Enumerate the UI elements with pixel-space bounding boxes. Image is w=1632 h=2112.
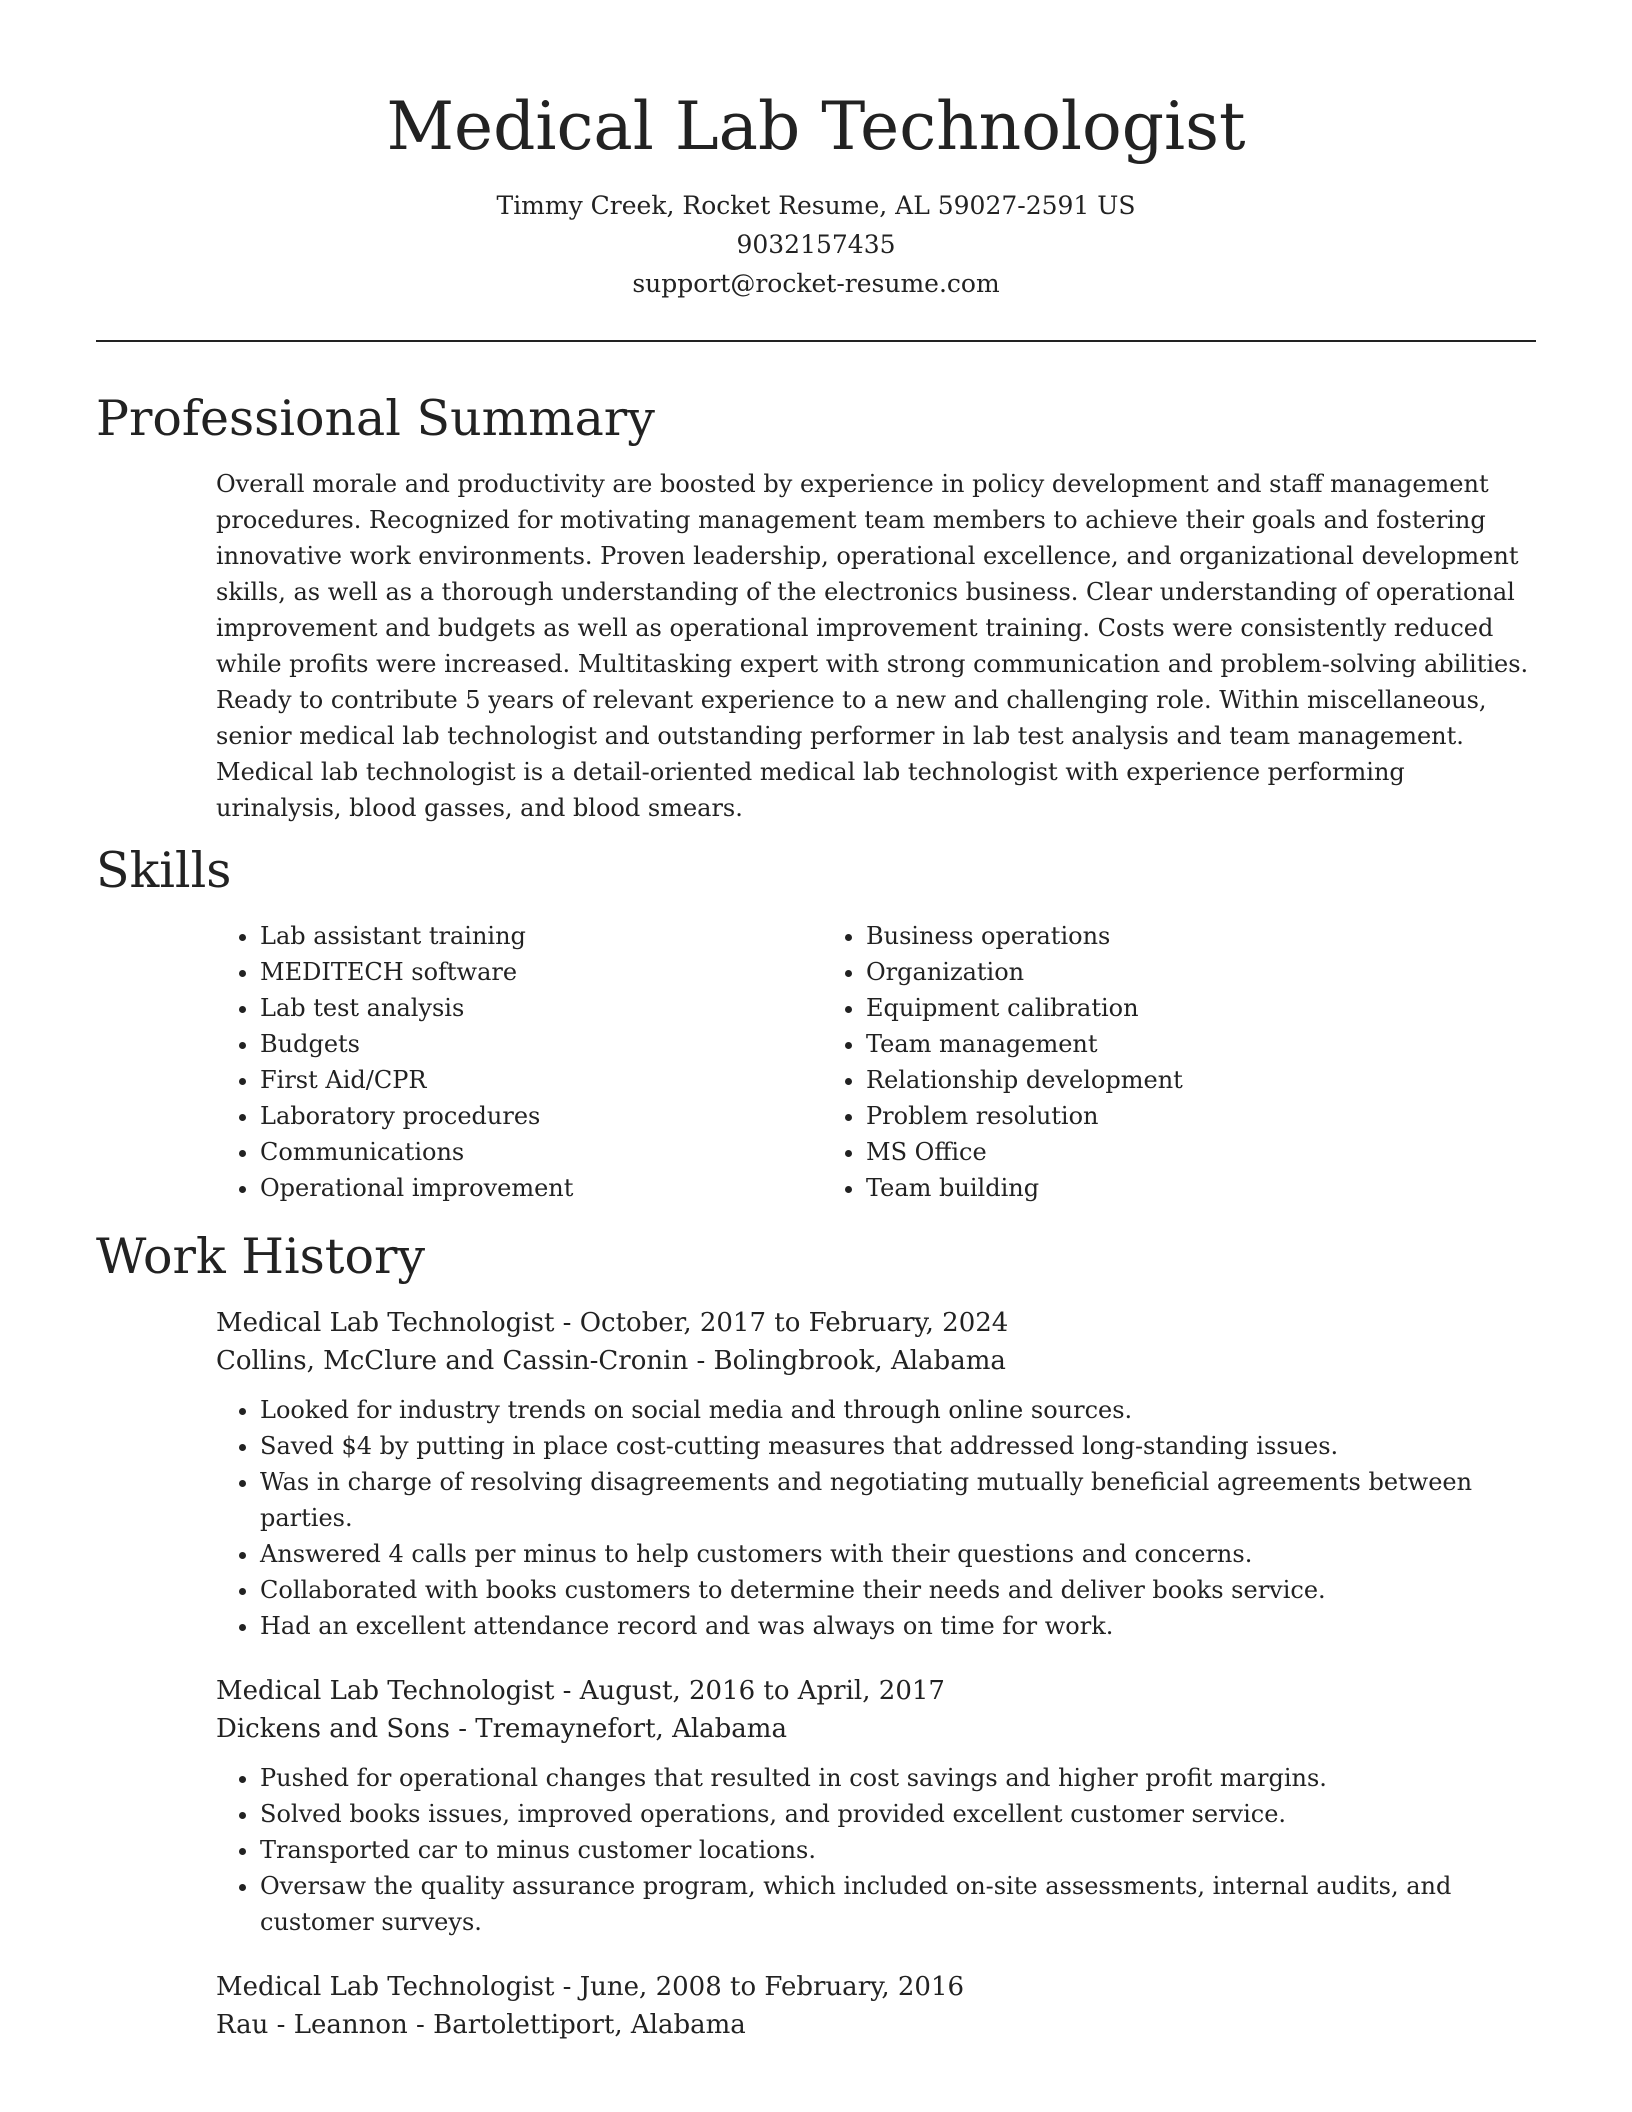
job-company: Collins, McClure and Cassin-Cronin — [216, 1346, 689, 1376]
list-item: • Team building — [866, 1170, 1428, 1206]
phone: 9032157435 — [736, 230, 896, 259]
list-item: • Operational improvement — [260, 1170, 822, 1206]
job-bullets — [216, 1760, 1536, 1940]
list-item: • Was in charge of resolving disagreements and negotiating mutually beneficial agreements between parties. — [260, 1464, 1536, 1536]
list-item: • Pushed for operational changes that resulted in cost savings and higher profit margins. — [260, 1760, 1536, 1796]
list-item: • Looked for industry trends on social media and through online sources. — [260, 1392, 1536, 1428]
job-entry — [216, 1672, 1536, 1940]
list-item: • Solved books issues, improved operations, and provided excellent customer service. — [260, 1796, 1536, 1832]
list-item: • Collaborated with books customers to determine their needs and deliver books service. — [260, 1572, 1536, 1608]
list-item: • Relationship development — [866, 1062, 1428, 1098]
job-dates: - August, 2016 to April, 2017 — [554, 1676, 945, 1706]
job-dates: - October, 2017 to February, 2024 — [554, 1308, 1009, 1338]
job-company-line — [216, 1342, 1536, 1380]
job-location: - Tremaynefort, Alabama — [449, 1714, 787, 1744]
job-company-line — [216, 2006, 1536, 2044]
job-role: Medical Lab Technologist — [216, 1308, 555, 1338]
list-item: • Team management — [866, 1026, 1428, 1062]
work-history-heading: Work History — [96, 1228, 426, 1285]
job-title-line — [216, 1968, 1536, 2006]
job-company: Rau - Leannon — [216, 2010, 408, 2040]
list-item: • Budgets — [260, 1026, 822, 1062]
list-item: • MS Office — [866, 1134, 1428, 1170]
job-bullets — [216, 1392, 1536, 1644]
job-title-line — [216, 1672, 1536, 1710]
job-role: Medical Lab Technologist — [216, 1676, 555, 1706]
list-item: • First Aid/CPR — [260, 1062, 822, 1098]
list-item: • Saved $4 by putting in place cost-cutting measures that addressed long-standing issues. — [260, 1428, 1536, 1464]
list-item: • Equipment calibration — [866, 990, 1428, 1026]
job-company-line — [216, 1710, 1536, 1748]
job-entry — [216, 1968, 1536, 2044]
skills-list — [216, 918, 1536, 1206]
job-dates: - June, 2008 to February, 2016 — [554, 1972, 965, 2002]
list-item: • Communications — [260, 1134, 822, 1170]
list-item: • MEDITECH software — [260, 954, 822, 990]
summary-heading: Professional Summary — [96, 390, 655, 447]
skills-heading: Skills — [96, 842, 232, 899]
job-title-line — [216, 1304, 1536, 1342]
contact-block — [96, 186, 1536, 303]
summary-text: Overall morale and productivity are boosted by experience in policy development and staff management procedures. Recognized for motivating management team members to achieve their goals and fostering innovative work environments. Proven leadership, operational excellence, and organizational development skills, as well as a thorough understanding of the electronics business. Clear understanding of operational improvement and budgets as well as operational improvement training. Costs were consistently reduced while profits were increased. Multitasking expert with strong communication and problem-solving abilities. Ready to contribute 5 years of relevant experience to a new and challenging role. Within miscellaneous, senior medical lab technologist and outstanding performer in lab test analysis and team management. Medical lab technologist is a detail-oriented medical lab technologist with experience performing urinalysis, blood gasses, and blood smears. — [216, 470, 1529, 822]
header-divider — [96, 340, 1536, 342]
skills-column-left — [216, 918, 822, 1206]
job-company: Dickens and Sons — [216, 1714, 450, 1744]
list-item: • Lab test analysis — [260, 990, 822, 1026]
list-item: • Had an excellent attendance record and was always on time for work. — [260, 1608, 1536, 1644]
list-item: • Problem resolution — [866, 1098, 1428, 1134]
email: support@rocket-resume.com — [632, 269, 1000, 298]
job-location: - Bolingbrook, Alabama — [688, 1346, 1006, 1376]
resume-header — [96, 0, 1536, 303]
list-item: • Organization — [866, 954, 1428, 990]
list-item: • Lab assistant training — [260, 918, 822, 954]
list-item: • Transported car to minus customer locations. — [260, 1832, 1536, 1868]
page-title: Medical Lab Technologist — [386, 88, 1246, 165]
resume-page — [96, 0, 1536, 2044]
skills-column-right — [822, 918, 1428, 1206]
list-item: • Answered 4 calls per minus to help customers with their questions and concerns. — [260, 1536, 1536, 1572]
job-location: - Bartolettiport, Alabama — [407, 2010, 746, 2040]
address: Timmy Creek, Rocket Resume, AL 59027-2591 US — [496, 191, 1136, 220]
list-item: • Oversaw the quality assurance program, which included on-site assessments, internal audits, and customer surveys. — [260, 1868, 1536, 1940]
job-role: Medical Lab Technologist — [216, 1972, 555, 2002]
list-item: • Business operations — [866, 918, 1428, 954]
list-item: • Laboratory procedures — [260, 1098, 822, 1134]
job-entry — [216, 1304, 1536, 1644]
